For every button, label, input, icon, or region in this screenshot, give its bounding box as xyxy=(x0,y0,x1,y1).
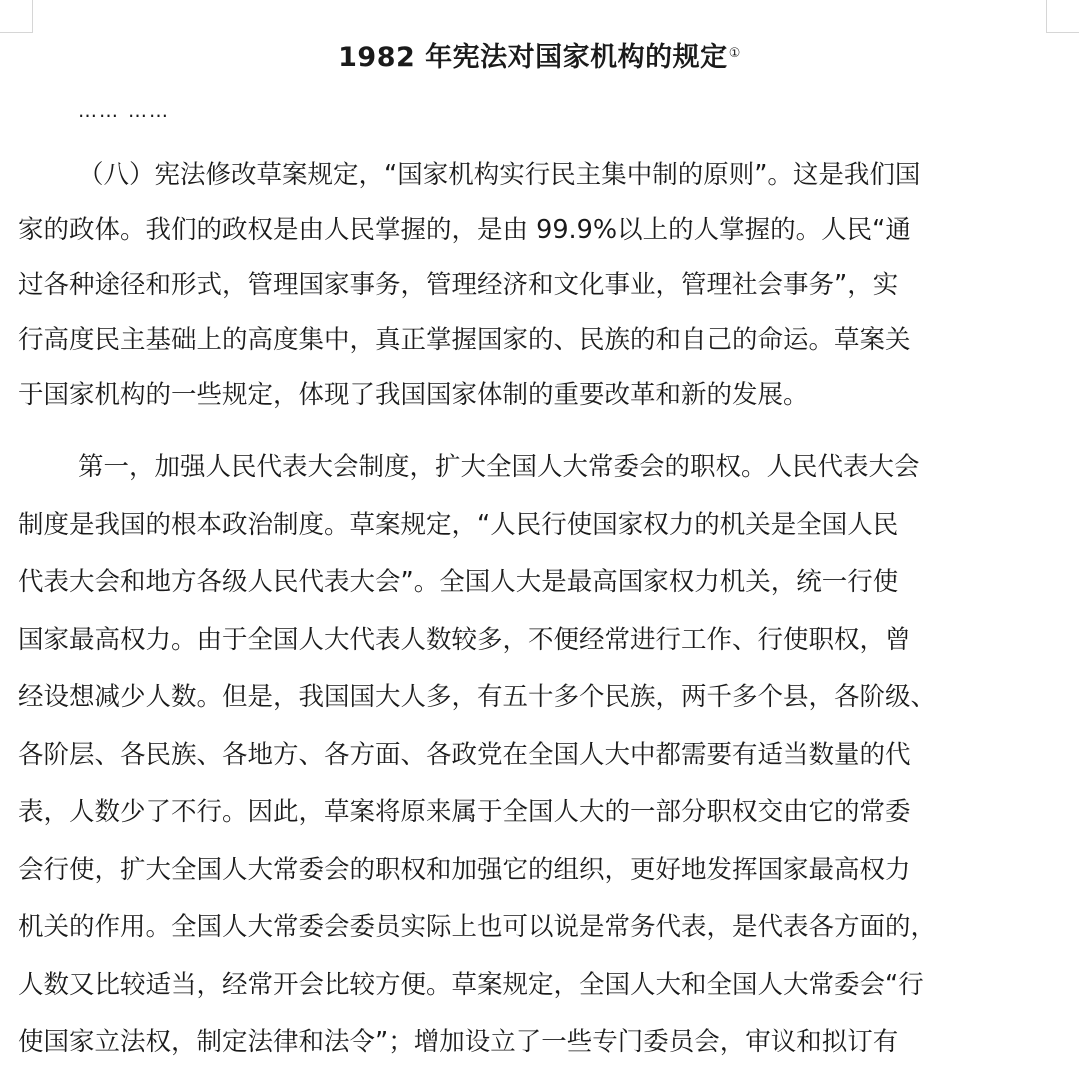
document-title xyxy=(0,38,1079,78)
text-line: 行高度民主基础上的高度集中，真正掌握国家的、民族的和自己的命运。草案关 xyxy=(18,325,911,355)
page-corner-top-right xyxy=(1046,0,1079,33)
text-line: （八）宪法修改草案规定，“国家机构实行民主集中制的原则”。这是我们国 xyxy=(78,160,921,190)
page-corner-top-left xyxy=(0,0,33,33)
text-line: 各阶层、各民族、各地方、各方面、各政党在全国人大中都需要有适当数量的代 xyxy=(18,740,911,770)
text-line: 会行使，扩大全国人大常委会的职权和加强它的组织，更好地发挥国家最高权力 xyxy=(18,855,911,885)
text-line: 代表大会和地方各级人民代表大会”。全国人大是最高国家权力机关，统一行使 xyxy=(18,567,899,597)
text-line: 表，人数少了不行。因此，草案将原来属于全国人大的一部分职权交由它的常委 xyxy=(18,797,911,827)
text-line: 人数又比较适当，经常开会比较方便。草案规定，全国人大和全国人大常委会“行 xyxy=(18,970,924,1000)
text-line: 家的政体。我们的政权是由人民掌握的，是由 99.9%以上的人掌握的。人民“通 xyxy=(18,215,911,245)
footnote-marker[interactable]: ① xyxy=(728,46,741,61)
text-line: 第一，加强人民代表大会制度，扩大全国人大常委会的职权。人民代表大会 xyxy=(78,452,920,482)
document-title-text: 1982 年宪法对国家机构的规定 xyxy=(338,42,728,73)
text-line: 于国家机构的一些规定，体现了我国国家体制的重要改革和新的发展。 xyxy=(18,380,809,410)
text-line: 过各种途径和形式，管理国家事务，管理经济和文化事业，管理社会事务”，实 xyxy=(18,270,899,300)
text-line: 经设想减少人数。但是，我国国大人多，有五十多个民族，两千多个县，各阶级、 xyxy=(18,682,937,712)
omission-ellipsis: …… …… xyxy=(78,100,171,122)
text-line: 制度是我国的根本政治制度。草案规定，“人民行使国家权力的机关是全国人民 xyxy=(18,510,899,540)
text-line: 国家最高权力。由于全国人大代表人数较多，不便经常进行工作、行使职权，曾 xyxy=(18,625,911,655)
text-line: 机关的作用。全国人大常委会委员实际上也可以说是常务代表，是代表各方面的， xyxy=(18,912,937,942)
text-line: 使国家立法权，制定法律和法令”；增加设立了一些专门委员会，审议和拟订有 xyxy=(18,1027,899,1057)
